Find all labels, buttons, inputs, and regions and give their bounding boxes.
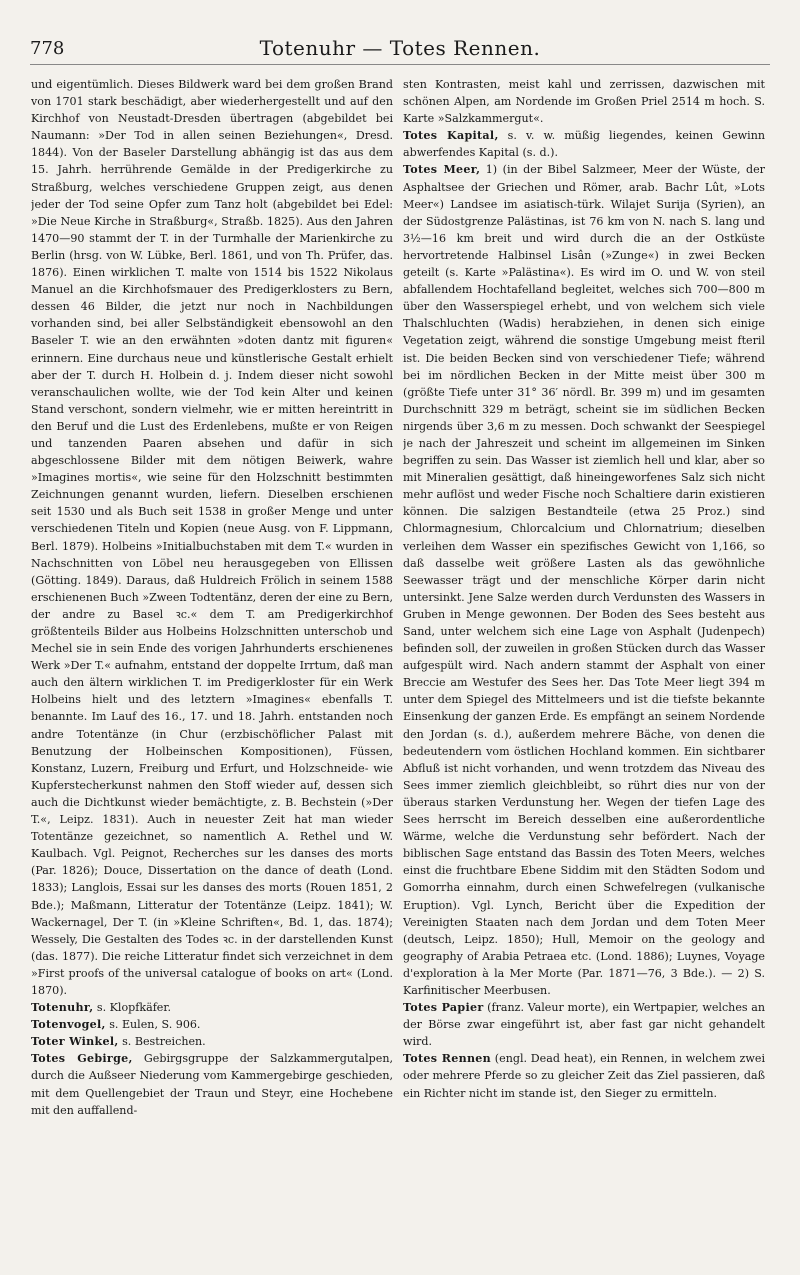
headword: Totenuhr,	[31, 1001, 94, 1015]
entry-totes-papier	[403, 999, 765, 1050]
page-number: 778	[30, 38, 65, 59]
headword: Totes Gebirge,	[31, 1052, 133, 1066]
entry-totes-gebirge	[31, 1050, 393, 1118]
entry-text: s. v. w. müßig liegendes, keinen Gewinn abwerfendes Kapital (s. d.).	[403, 129, 765, 160]
entry-totenuhr	[31, 999, 393, 1016]
headword: Totes Meer,	[403, 163, 481, 177]
entry-text: s. Bestreichen.	[118, 1035, 206, 1049]
headword: Totes Papier	[403, 1001, 484, 1015]
entry-totentanz-continuation: und eigentümlich. Dieses Bildwerk ward bei dem großen Brand von 1701 stark beschädigt, aber wiederhergestellt und auf den Kirchhof von Neustadt-Dresden übertragen (abgebildet bei Naumann: »Der Tod in allen seinen Beziehungen«, Dresd. 1844). Von der Baseler Darstellung abhängig ist das aus dem 15. Jahrh. herrührende Gemälde in der Predigerkirche zu Straßburg, welches verschiedene Gruppen zeigt, aus denen jeder der Tod seine Opfer zum Tanz holt (abgebildet bei Edel: »Die Neue Kirche in Straßburg«, Straßb. 1825). Aus den Jahren 1470—90 stammt der T. in der Turmhalle der Marienkirche zu Berlin (hrsg. von W. Lübke, Berl. 1861, und von Th. Prüfer, das. 1876). Einen wirklichen T. malte von 1514 bis 1522 Nikolaus Manuel an die Kirchhofsmauer des Predigerklosters zu Bern, dessen 46 Bilder, die jetzt nur noch in Nachbildungen vorhanden sind, bei aller Selbständigkeit ebensowohl an den Baseler T. wie an den erwähnten »doten dantz mit figuren« erinnern. Eine durchaus neue und künstlerische Gestalt erhielt aber der T. durch H. Holbein d. j. Indem dieser nicht sowohl veranschaulichen wollte, wie der Tod kein Alter und keinen Stand verschont, sondern vielmehr, wie er mitten hereintritt in den Beruf und die Lust des Erdenlebens, mußte er von Reigen und tanzenden Paaren absehen und dafür in sich abgeschlossene Bilder mit dem nötigen Beiwerk, wahre »Imagines mortis«, wie seine für den Holzschnitt bestimmten Zeichnungen genannt wurden, liefern. Dieselben erschienen seit 1530 und als Buch seit 1538 in großer Menge und unter verschiedenen Titeln und Kopien (neue Ausg. von F. Lippmann, Berl. 1879). Holbeins »Initialbuchstaben mit dem T.« wurden in Nachschnitten von Löbel neu herausgegeben von Ellissen (Götting. 1849). Daraus, daß Huldreich Frölich in seinem 1588 erschienenen Buch »Zween Todtentänz, deren der eine zu Bern, der andre zu Basel ꝛc.« dem T. am Predigerkirchhof größtenteils Bilder aus Holbeins Holzschnitten unterschob und Mechel sie in sein Ende des vorigen Jahrhunderts erschienenes Werk »Der T.« aufnahm, entstand der doppelte Irrtum, daß man auch den ältern wirklichen T. im Predigerkloster für ein Werk Holbeins hielt und des letztern »Imagines« ebenfalls T. benannte. Im Lauf des 16., 17. und 18. Jahrh. entstanden noch andre Totentänze (in Chur (erzbischöflicher Palast mit Benutzung der Holbeinschen Kompositionen), Füssen, Konstanz, Luzern, Freiburg und Erfurt, und Holzschneide- wie Kupferstecherkunst nahmen den Stoff wieder auf, dessen sich auch die Dichtkunst wieder bemächtigte, z. B. Bechstein (»Der T.«, Leipz. 1831). Auch in neuester Zeit hat man wieder Totentänze gezeichnet, so namentlich A. Rethel und W. Kaulbach. Vgl. Peignot, Recherches sur les danses des morts (Par. 1826); Douce, Dissertation on the dance of death (Lond. 1833); Langlois, Essai sur les danses des morts (Rouen 1851, 2 Bde.); Maßmann, Litteratur der Totentänze (Leipz. 1841); W. Wackernagel, Der T. (in »Kleine Schriften«, Bd. 1, das. 1874); Wessely, Die Gestalten des Todes ꝛc. in der darstellenden Kunst (das. 1877). Die reiche Litteratur findet sich verzeichnet in dem »First proofs of the universal catalogue of books on art« (Lond. 1870).	[31, 78, 393, 997]
entry-toter-winkel	[31, 1033, 393, 1050]
right-column	[403, 76, 765, 1261]
headword: Totenvogel,	[31, 1018, 106, 1032]
entry-totes-rennen	[403, 1050, 765, 1101]
entry-totes-meer	[403, 161, 765, 999]
entry-text: s. Klopfkäfer.	[93, 1001, 171, 1015]
entry-text: (engl. Dead heat), ein Rennen, in welchem zwei oder mehrere Pferde so zu gleicher Zeit das Ziel passieren, daß ein Richter nicht im stande ist, den Sieger zu ermitteln.	[403, 1052, 765, 1100]
entry-text: 1) (in der Bibel Salzmeer, Meer der Wüste, der Asphaltsee der Griechen und Römer, arab. Bachr Lût, »Lots Meer«) Landsee im asiatisch-türk. Wilajet Surija (Syrien), an der Südostgrenze Palästinas, ist 76 km von N. nach S. lang und 3½—16 km breit und wird durch die an der Ostküste hervortretende Halbinsel Lisân (»Zunge«) in zwei Becken geteilt (s. Karte »Palästina«). Es wird im O. und W. von steil abfallendem Hochtafelland begleitet, welches sich 700—800 m über den Wasserspiegel erhebt, und von welchem sich viele Thalschluchten (Wadis) herabziehen, in denen sich einige Vegetation zeigt, während die sonstige Umgebung meist fteril ist. Die beiden Becken sind von verschiedener Tiefe; während bei im nördlichen Becken in der Mitte meist über 300 m (größte Tiefe unter 31° 36′ nördl. Br. 399 m) und im gesamten Durchschnitt 329 m beträgt, scheint sie im südlichen Becken nirgends über 3,6 m zu messen. Doch schwankt der Seespiegel je nach der Jahreszeit und scheint im allgemeinen im Sinken begriffen zu sein. Das Wasser ist ziemlich hell und klar, aber so mit Mineralien gesättigt, daß hineingeworfenes Salz sich nicht mehr auflöst und weder Fische noch Schaltiere darin existieren können. Die salzigen Bestandteile (etwa 25 Proz.) sind Chlormagnesium, Chlorcalcium und Chlornatrium; dieselben verleihen dem Wasser ein spezifisches Gewicht von 1,166, so daß dasselbe weit größere Lasten als das gewöhnliche Seewasser trägt und der menschliche Körper darin nicht untersinkt. Jene Salze werden durch Verdunsten des Wassers in Gruben in Menge gewonnen. Der Boden des Sees besteht aus Sand, unter welchem sich eine Lage von Asphalt (Judenpech) befinden soll, der zuweilen in großen Stücken durch das Wasser aufgespült wird. Nach andern stammt der Asphalt von einer Breccie am Westufer des Sees her. Das Tote Meer liegt 394 m unter dem Spiegel des Mittelmeers und ist die tiefste bekannte Einsenkung der ganzen Erde. Es empfängt an seinem Nordende den Jordan (s. d.), außerdem mehrere Bäche, von denen die bedeutendern vom östlichen Hochland kommen. Ein sichtbarer Abfluß ist nicht vorhanden, und wenn trotzdem das Niveau des Sees immer ziemlich gleichbleibt, so rührt dies nur von der überaus starken Verdunstung her. Wegen der tiefen Lage des Sees herrscht im Bereich desselben eine außerordentliche Wärme, welche die Verdunstung sehr befördert. Nach der biblischen Sage entstand das Bassin des Toten Meers, welches einst die fruchtbare Ebene Siddim mit den Städten Sodom und Gomorrha einnahm, durch einen Schwefelregen (vulkanische Eruption). Vgl. Lynch, Bericht über die Expedition der Vereinigten Staaten nach dem Jordan und dem Toten Meer (deutsch, Leipz. 1850); Hull, Memoir on the geology and geography of Arabia Petraea etc. (Lond. 1886); Luynes, Voyage d'exploration à la Mer Morte (Par. 1871—76, 3 Bde.). — 2) S. Karfinitischer Meerbusen.	[403, 163, 765, 997]
entry-totenvogel	[31, 1016, 393, 1033]
entry-text: Gebirgsgruppe der Salzkammergutalpen, durch die Außseer Niederung vom Kammergebirge geschieden, mit dem Quellengebiet der Traun und Steyr, eine Hochebene mit den auffallend-	[31, 1052, 393, 1117]
running-head: Totenuhr — Totes Rennen.	[259, 36, 541, 60]
entry-totes-gebirge-continuation: sten Kontrasten, meist kahl und zerrissen, dazwischen mit schönen Alpen, am Nordende im Großen Priel 2514 m hoch. S. Karte »Salzkammergut«.	[403, 78, 765, 126]
entry-text: s. Eulen, S. 906.	[105, 1018, 201, 1032]
left-column	[31, 76, 393, 1261]
headword: Totes Rennen	[403, 1052, 492, 1066]
page-header	[30, 30, 770, 65]
entry-text: (franz. Valeur morte), ein Wertpapier, welches an der Börse zwar eingeführt ist, aber fast gar nicht gehandelt wird.	[403, 1001, 765, 1049]
entry-totes-kapital	[403, 127, 765, 161]
headword: Totes Kapital,	[403, 129, 499, 143]
headword: Toter Winkel,	[31, 1035, 119, 1049]
